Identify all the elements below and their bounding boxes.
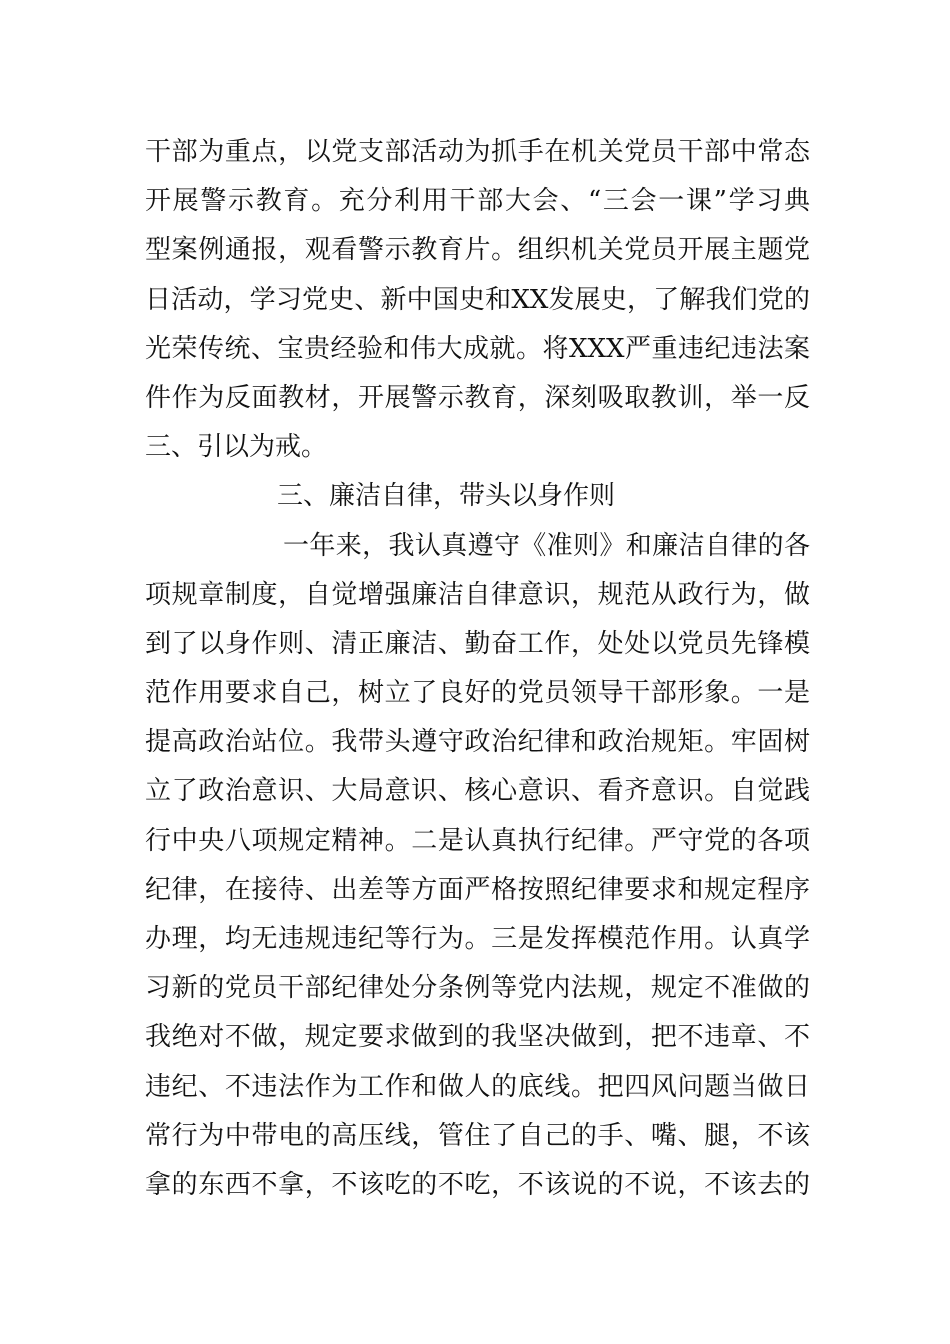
paragraph-line: 干部为重点，以党支部活动为抓手在机关党员干部中常态 <box>145 137 810 167</box>
paragraph-line: 提高政治站位。我带头遵守政治纪律和政治规矩。牢固树 <box>145 727 810 758</box>
section-heading: 三、廉洁自律，带头以身作则 <box>277 481 616 512</box>
paragraph-line: 立了政治意识、大局意识、核心意识、看齐意识。自觉践 <box>145 776 810 807</box>
paragraph-line: 范作用要求自己，树立了良好的党员领导干部形象。一是 <box>145 678 810 709</box>
paragraph-line: 光荣传统、宝贵经验和伟大成就。将XXX严重违纪违法案 <box>145 333 810 364</box>
paragraph-line: 拿的东西不拿，不该吃的不吃，不该说的不说，不该去的 <box>145 1169 810 1200</box>
paragraph-line: 行中央八项规定精神。二是认真执行纪律。严守党的各项 <box>145 825 810 856</box>
paragraph-line: 违纪、不违法作为工作和做人的底线。把四风问题当做日 <box>145 1071 810 1102</box>
document-body <box>145 128 810 1210</box>
paragraph-line: 我绝对不做，规定要求做到的我坚决做到，把不违章、不 <box>145 1022 810 1053</box>
paragraph-line: 型案例通报，观看警示教育片。组织机关党员开展主题党 <box>145 235 810 266</box>
paragraph-line: 三、引以为戒。 <box>145 432 328 463</box>
paragraph-line: 纪律，在接待、出差等方面严格按照纪律要求和规定程序 <box>145 874 810 905</box>
paragraph-line: 项规章制度，自觉增强廉洁自律意识，规范从政行为，做 <box>145 579 810 610</box>
paragraph-self-discipline <box>145 522 810 1211</box>
paragraph-warning-education <box>145 128 810 472</box>
paragraph-line: 日活动，学习党史、新中国史和XX发展史，了解我们党的 <box>145 284 810 315</box>
paragraph-line: 件作为反面教材，开展警示教育，深刻吸取教训，举一反 <box>145 382 810 413</box>
paragraph-line: 常行为中带电的高压线，管住了自己的手、嘴、腿，不该 <box>145 1120 810 1151</box>
paragraph-line: 习新的党员干部纪律处分条例等党内法规，规定不准做的 <box>145 973 810 1004</box>
paragraph-line: 办理，均无违规违纪等行为。三是发挥模范作用。认真学 <box>145 924 810 954</box>
paragraph-line: 到了以身作则、清正廉洁、勤奋工作，处处以党员先锋模 <box>145 628 810 659</box>
paragraph-line: 开展警示教育。充分利用干部大会、“三会一课”学习典 <box>145 186 810 217</box>
paragraph-line: 一年来，我认真遵守《准则》和廉洁自律的各 <box>283 530 810 561</box>
